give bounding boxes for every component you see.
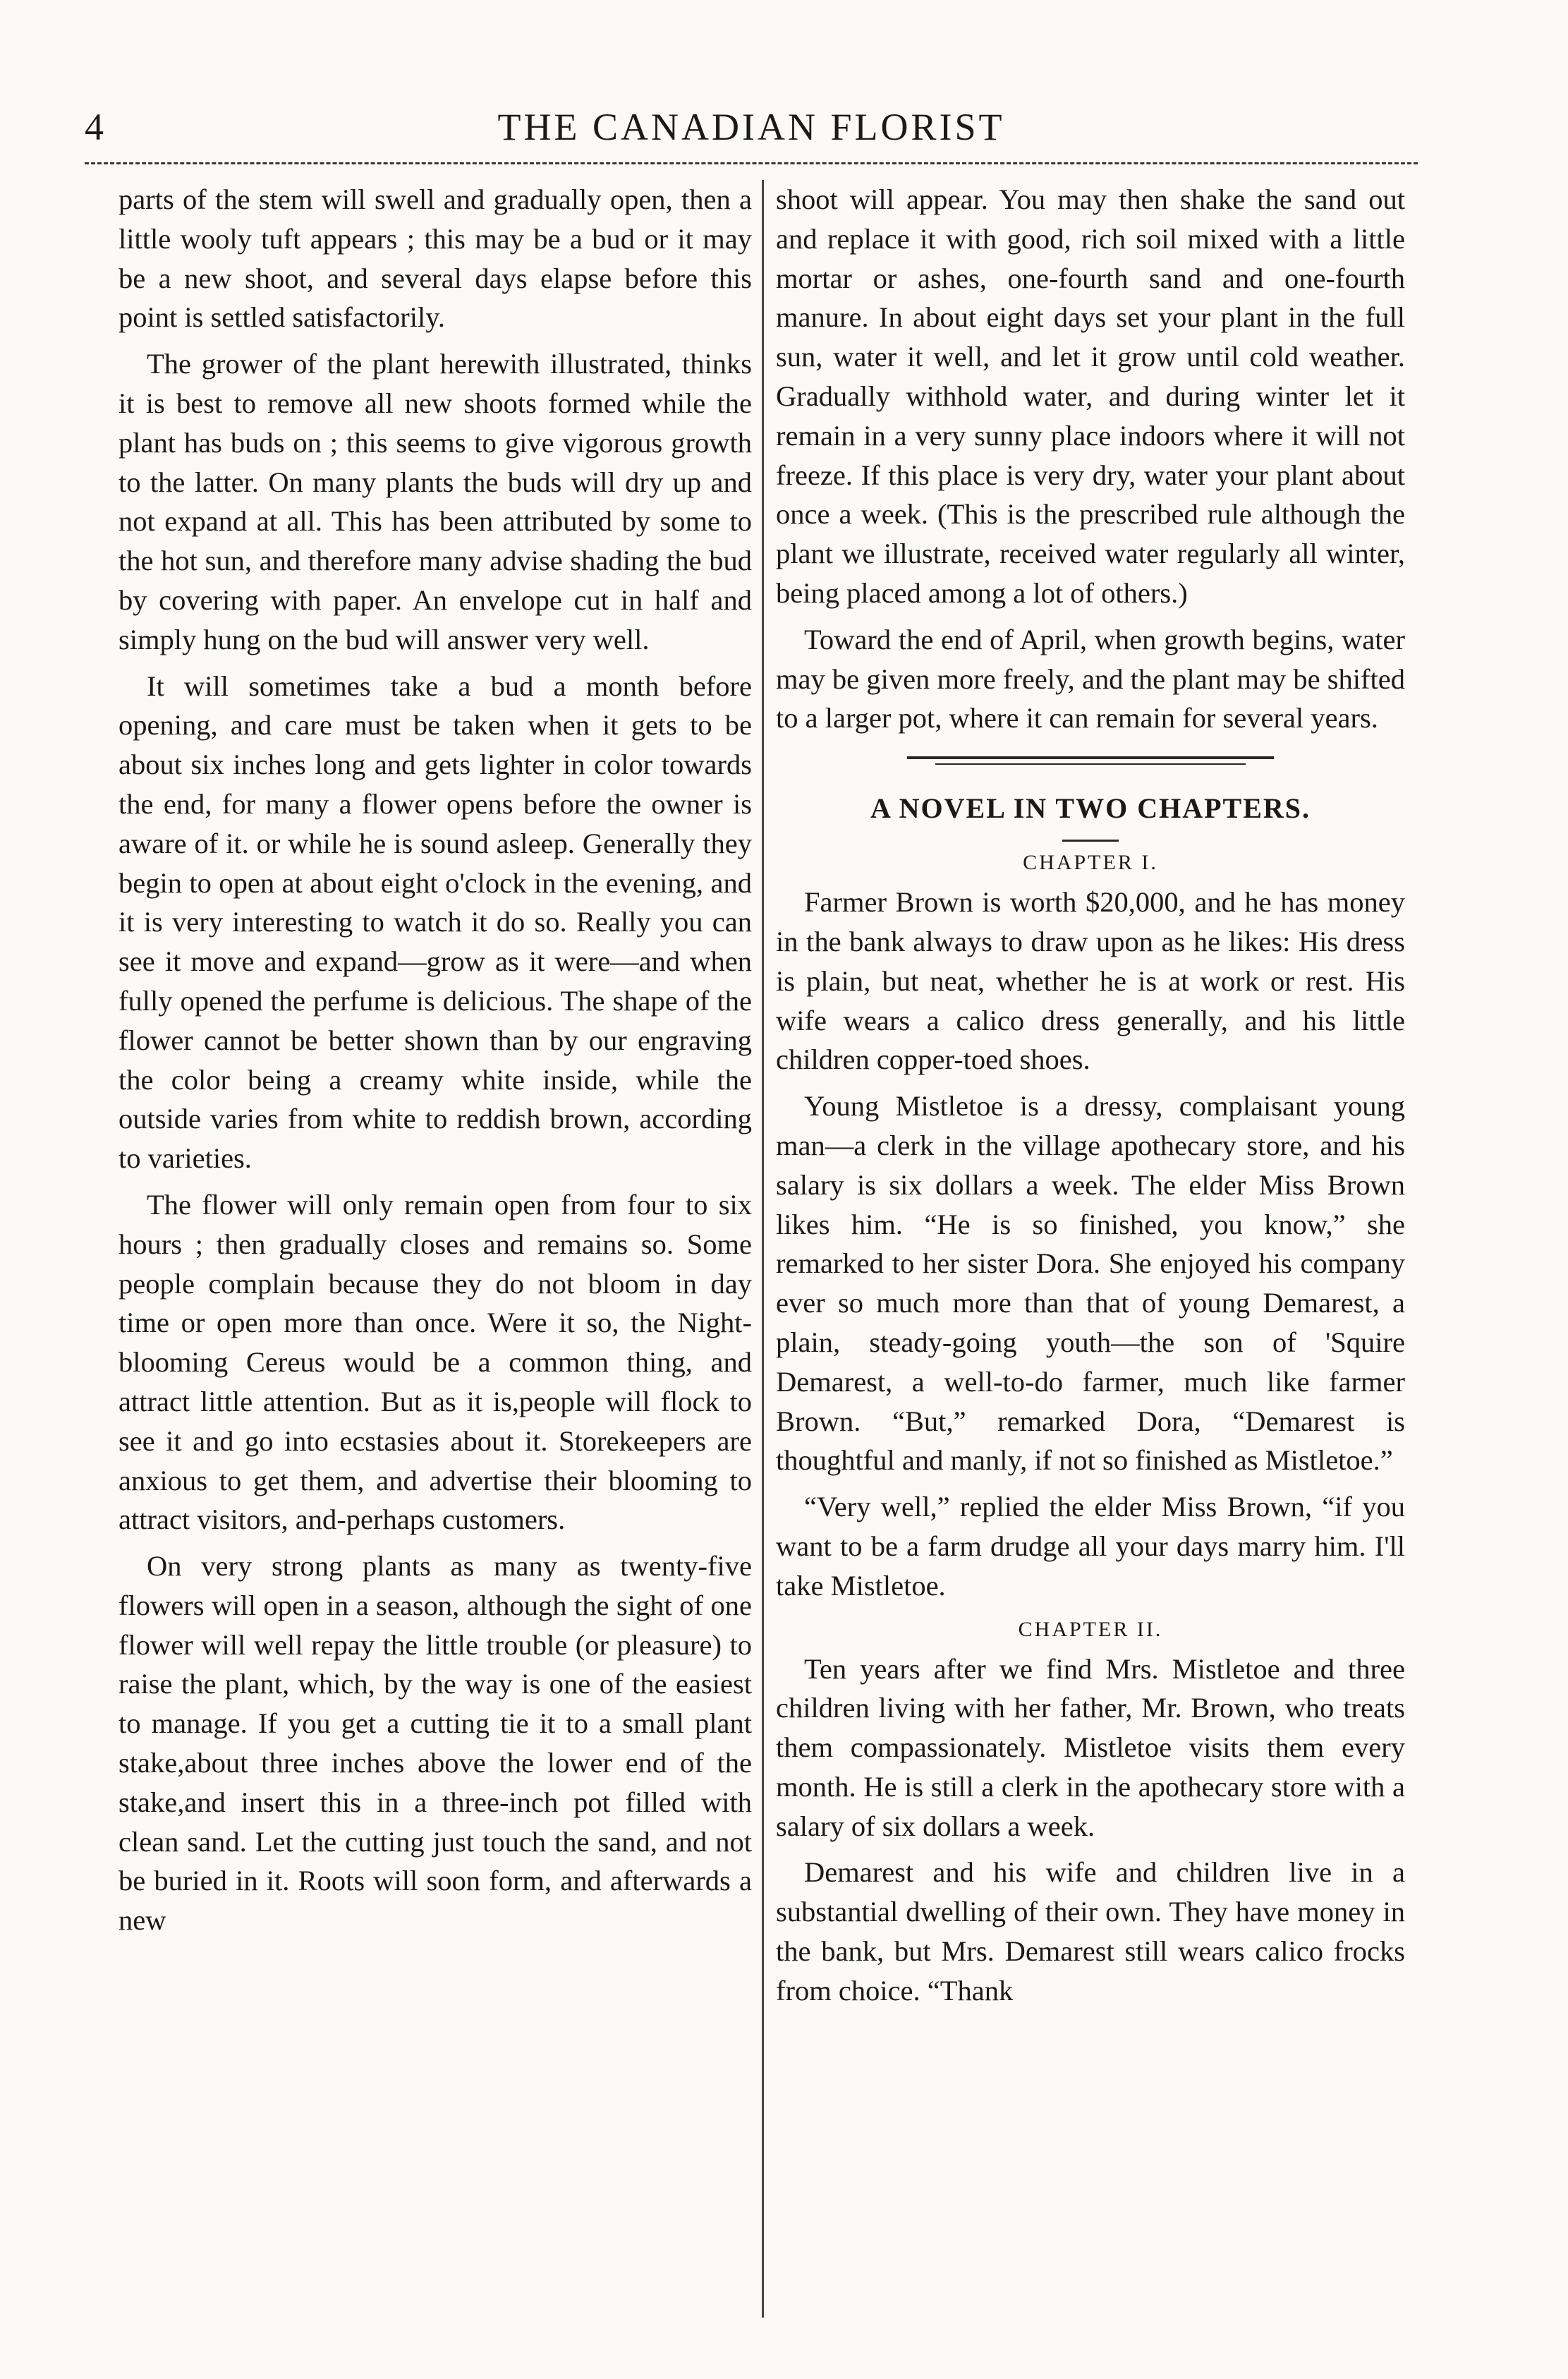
paragraph: Ten years after we find Mrs. Mistletoe and three children living with her father, Mr. Brown, who treats them compassionately. Mistletoe visits them every month. He is still a clerk in the apothecary store with a salary of six dollars a week. xyxy=(776,1652,1405,1842)
header-rule xyxy=(85,162,1418,164)
column-divider xyxy=(762,180,764,2318)
paragraph: Farmer Brown is worth $20,000, and he has money in the bank always to draw upon as he likes: His dress is plain, but neat, whether he is at work or rest. His wife wears a calico dress generally, and his little children copper-toed shoes. xyxy=(776,886,1405,1076)
paragraph: parts of the stem will swell and gradually open, then a little wooly tuft appears ; this may be a bud or it may be a new shoot, and several days elapse before this point is settled satisfactorily. xyxy=(118,183,752,334)
paragraph: Toward the end of April, when growth begins, water may be given more freely, and the plant may be shifted to a larger pot, where it can remain for several years. xyxy=(776,623,1405,734)
paragraph: shoot will appear. You may then shake the sand out and replace it with good, rich soil mixed with a little mortar or ashes, one-fourth sand and one-fourth manure. In about eight days set your plant in the full sun, water it well, and let it grow until cold weather. Gradually withhold water, and during winter let it remain in a very sunny place indoors where it will not freeze. If this place is very dry, water your plant about once a week. (This is the prescribed rule although the plant we illustrate, received water regularly all winter, being placed among a lot of others.) xyxy=(776,183,1405,609)
chapter-heading: CHAPTER I. xyxy=(1023,851,1158,875)
paragraph: It will sometimes take a bud a month before opening, and care must be taken when it gets to be about six inches long and gets lighter in color towards the end, for many a flower opens before the owner is aware of it. or while he is sound asleep. Generally they begin to open at about eight o'clock in the evening, and it is very interesting to watch it do so. Really you can see it move and expand—grow as it were—and when fully opened the perfume is delicious. The shape of the flower cannot be better shown than by our engraving the color being a creamy white inside, while the outside varies from white to reddish brown, according to varieties. xyxy=(118,670,752,1175)
title-rule xyxy=(1062,840,1119,842)
paragraph: Young Mistletoe is a dressy, complaisant young man—a clerk in the village apothecary store, and his salary is six dollars a week. The elder Miss Brown likes him. “He is so finished, you know,” she remarked to her sister Dora. She enjoyed his company ever so much more than that of young Demarest, a plain, steady-going youth—the son of 'Squire Demarest, a well-to-do farmer, much like farmer Brown. “But,” remarked Dora, “Demarest is thoughtful and manly, if not so finished as Mistletoe.” xyxy=(776,1090,1405,1477)
running-title: THE CANADIAN FLORIST xyxy=(497,106,1005,148)
page-number: 4 xyxy=(85,106,104,148)
page-header xyxy=(85,99,1418,155)
paragraph: On very strong plants as many as twenty-five flowers will open in a season, although the sight of one flower will well repay the little trouble (or pleasure) to raise the plant, which, by the way is one of the easiest to manage. If you get a cutting tie it to a small plant stake,about three inches above the lower end of the stake,and insert this in a three-inch pot filled with clean sand. Let the cutting just touch the sand, and not be buried in it. Roots will soon form, and afterwards a new xyxy=(118,1550,752,1937)
section-ornament-rule xyxy=(907,755,1274,768)
paragraph: The grower of the plant herewith illustrated, thinks it is best to remove all new shoots formed while the plant has buds on ; this seems to give vigorous growth to the latter. On many plants the buds will dry up and not expand at all. This has been attributed by some to the hot sun, and therefore many advise shading the bud by covering with paper. An envelope cut in half and simply hung on the bud will answer very well. xyxy=(118,348,752,655)
paragraph: “Very well,” replied the elder Miss Brown, “if you want to be a farm drudge all your days marry him. I'll take Mistletoe. xyxy=(776,1491,1405,1602)
paragraph: The flower will only remain open from four to six hours ; then gradually closes and remains so. Some people complain because they do not bloom in day time or open more than once. Were it so, the Night-blooming Cereus would be a common thing, and attract little attention. But as it is,people will flock to see it and go into ecstasies about it. Storekeepers are anxious to get them, and advertise their blooming to attract visitors, and-perhaps customers. xyxy=(118,1188,752,1536)
chapter-heading: CHAPTER II. xyxy=(1018,1617,1163,1641)
right-column xyxy=(776,180,1405,2318)
paragraph: Demarest and his wife and children live in a substantial dwelling of their own. They have money in the bank, but Mrs. Demarest still wears calico frocks from choice. “Thank xyxy=(776,1856,1405,2006)
left-column xyxy=(118,180,752,2318)
novel-title: A NOVEL IN TWO CHAPTERS. xyxy=(870,792,1311,825)
